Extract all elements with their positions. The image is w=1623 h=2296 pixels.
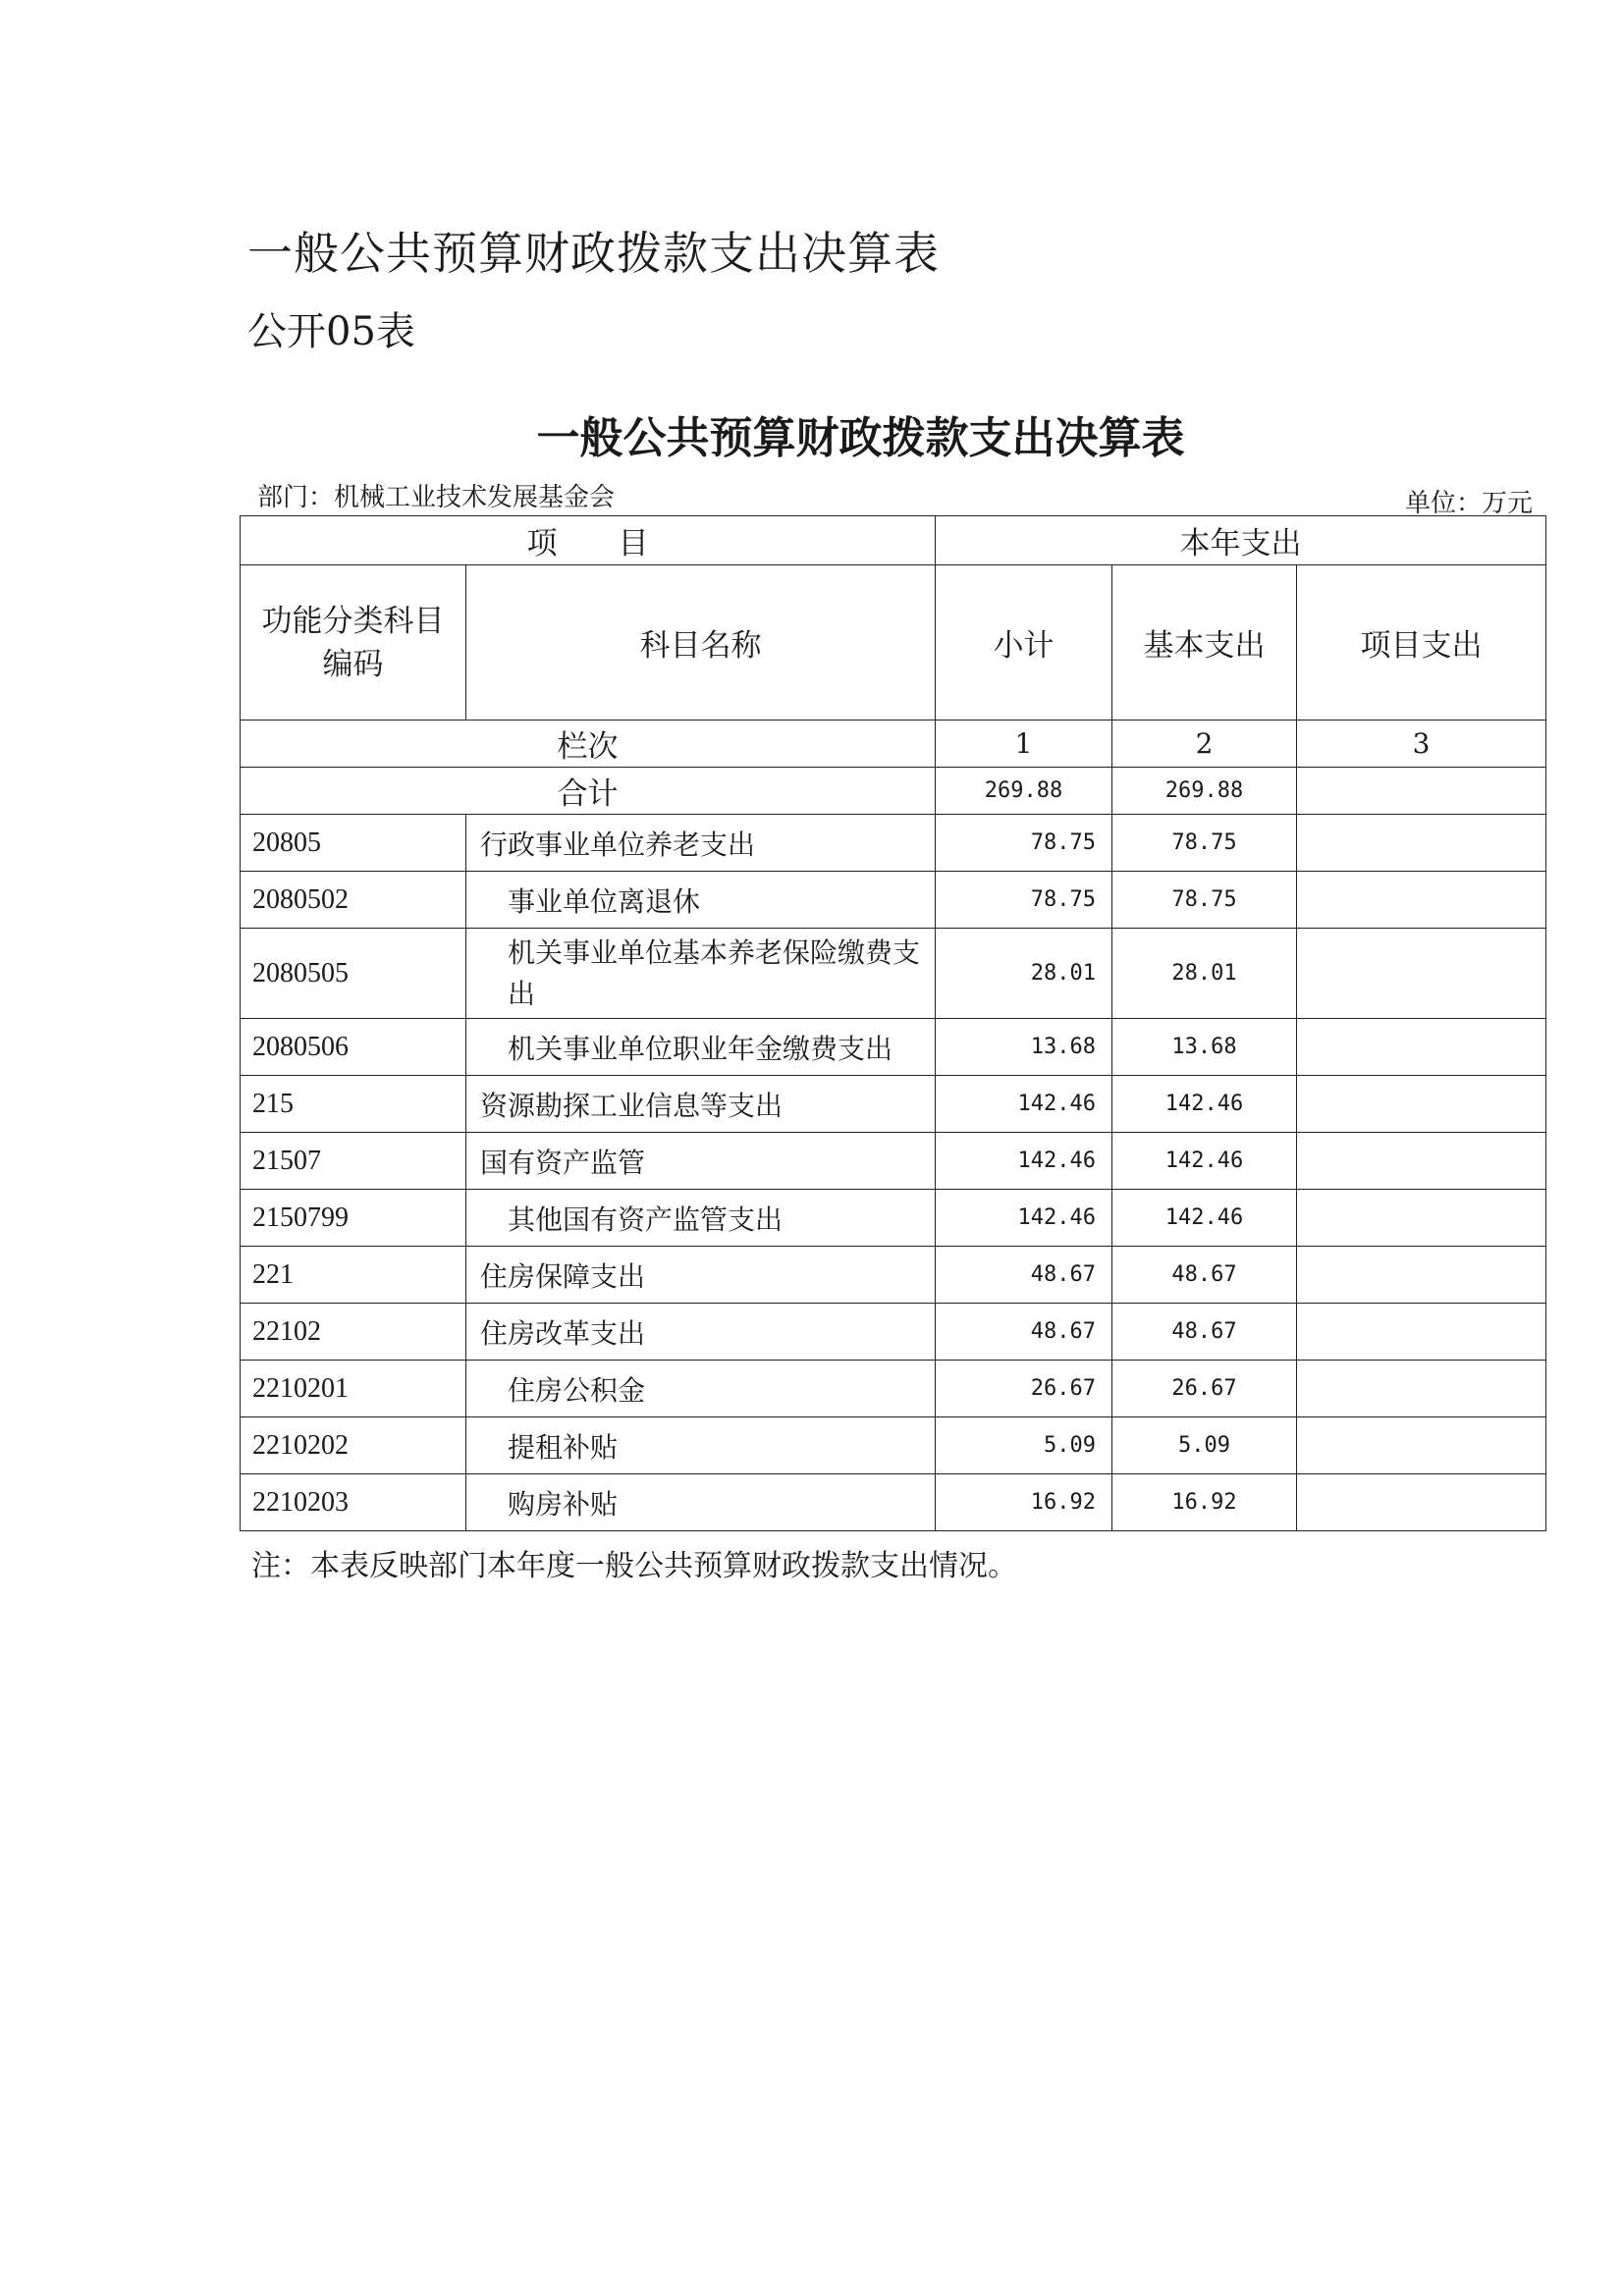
row-code: 2080502 <box>241 872 466 929</box>
row-name: 住房改革支出 <box>466 1304 936 1361</box>
row-code: 2210202 <box>241 1417 466 1474</box>
row-subtotal: 142.46 <box>936 1133 1112 1190</box>
table-row <box>241 1133 1546 1190</box>
project-header: 项目支出 <box>1297 565 1546 721</box>
row-basic: 78.75 <box>1112 815 1297 872</box>
row-code: 215 <box>241 1076 466 1133</box>
row-project <box>1297 1474 1546 1531</box>
table-note: 注：本表反映部门本年度一般公共预算财政拨款支出情况。 <box>251 1549 1017 1583</box>
table-row <box>241 1417 1546 1474</box>
table-row <box>241 1474 1546 1531</box>
row-name: 购房补贴 <box>466 1474 936 1531</box>
row-basic: 78.75 <box>1112 872 1297 929</box>
row-basic: 28.01 <box>1112 929 1297 1019</box>
row-subtotal: 142.46 <box>936 1076 1112 1133</box>
row-project <box>1297 1247 1546 1304</box>
total-row <box>241 768 1546 815</box>
row-code: 2210201 <box>241 1361 466 1417</box>
row-project <box>1297 1417 1546 1474</box>
column-index-1: 1 <box>936 721 1112 768</box>
row-code: 2150799 <box>241 1190 466 1247</box>
table-row <box>241 1190 1546 1247</box>
row-name: 机关事业单位职业年金缴费支出 <box>466 1019 936 1076</box>
column-index-row <box>241 721 1546 768</box>
name-header: 科目名称 <box>466 565 936 721</box>
row-code: 221 <box>241 1247 466 1304</box>
header-row-sub <box>241 565 1546 721</box>
row-name: 机关事业单位基本养老保险缴费支出 <box>466 929 936 1019</box>
row-project <box>1297 929 1546 1019</box>
current-year-header: 本年支出 <box>936 516 1546 565</box>
row-code: 2080506 <box>241 1019 466 1076</box>
row-subtotal: 26.67 <box>936 1361 1112 1417</box>
table-row <box>241 815 1546 872</box>
row-basic: 48.67 <box>1112 1247 1297 1304</box>
table-title: 一般公共预算财政拨款支出决算表 <box>536 413 1185 463</box>
row-subtotal: 16.92 <box>936 1474 1112 1531</box>
table-row <box>241 1019 1546 1076</box>
row-code: 2210203 <box>241 1474 466 1531</box>
expenditure-table <box>240 515 1546 1531</box>
total-subtotal: 269.88 <box>936 768 1112 815</box>
item-header: 项 目 <box>241 516 936 565</box>
row-subtotal: 48.67 <box>936 1304 1112 1361</box>
total-project <box>1297 768 1546 815</box>
column-index-3: 3 <box>1297 721 1546 768</box>
unit-label: 单位：万元 <box>1404 489 1533 518</box>
table-row <box>241 929 1546 1019</box>
row-name: 资源勘探工业信息等支出 <box>466 1076 936 1133</box>
row-name: 事业单位离退休 <box>466 872 936 929</box>
table-row <box>241 1076 1546 1133</box>
table-row <box>241 1304 1546 1361</box>
row-name: 提租补贴 <box>466 1417 936 1474</box>
row-name: 行政事业单位养老支出 <box>466 815 936 872</box>
row-name: 其他国有资产监管支出 <box>466 1190 936 1247</box>
row-subtotal: 28.01 <box>936 929 1112 1019</box>
row-subtotal: 142.46 <box>936 1190 1112 1247</box>
row-basic: 142.46 <box>1112 1133 1297 1190</box>
row-project <box>1297 815 1546 872</box>
table-row <box>241 1361 1546 1417</box>
code-header: 功能分类科目编码 <box>241 565 466 721</box>
row-basic: 5.09 <box>1112 1417 1297 1474</box>
row-basic: 26.67 <box>1112 1361 1297 1417</box>
row-basic: 142.46 <box>1112 1190 1297 1247</box>
row-name: 住房保障支出 <box>466 1247 936 1304</box>
page-heading: 一般公共预算财政拨款支出决算表 <box>247 227 940 280</box>
row-project <box>1297 1133 1546 1190</box>
row-name: 住房公积金 <box>466 1361 936 1417</box>
row-subtotal: 5.09 <box>936 1417 1112 1474</box>
row-name: 国有资产监管 <box>466 1133 936 1190</box>
row-basic: 48.67 <box>1112 1304 1297 1361</box>
form-number: 公开05表 <box>247 309 415 354</box>
row-project <box>1297 1019 1546 1076</box>
row-subtotal: 13.68 <box>936 1019 1112 1076</box>
table-row <box>241 1247 1546 1304</box>
row-subtotal: 48.67 <box>936 1247 1112 1304</box>
row-subtotal: 78.75 <box>936 872 1112 929</box>
column-index-label: 栏次 <box>241 721 936 768</box>
row-subtotal: 78.75 <box>936 815 1112 872</box>
row-project <box>1297 1076 1546 1133</box>
row-project <box>1297 1190 1546 1247</box>
total-basic: 269.88 <box>1112 768 1297 815</box>
department-label: 部门：机械工业技术发展基金会 <box>257 483 616 512</box>
row-code: 21507 <box>241 1133 466 1190</box>
row-basic: 142.46 <box>1112 1076 1297 1133</box>
row-project <box>1297 872 1546 929</box>
row-code: 20805 <box>241 815 466 872</box>
header-row-top <box>241 516 1546 565</box>
column-index-2: 2 <box>1112 721 1297 768</box>
table-row <box>241 872 1546 929</box>
row-basic: 16.92 <box>1112 1474 1297 1531</box>
row-project <box>1297 1361 1546 1417</box>
row-code: 2080505 <box>241 929 466 1019</box>
row-project <box>1297 1304 1546 1361</box>
row-code: 22102 <box>241 1304 466 1361</box>
total-label: 合计 <box>241 768 936 815</box>
basic-header: 基本支出 <box>1112 565 1297 721</box>
row-basic: 13.68 <box>1112 1019 1297 1076</box>
subtotal-header: 小计 <box>936 565 1112 721</box>
